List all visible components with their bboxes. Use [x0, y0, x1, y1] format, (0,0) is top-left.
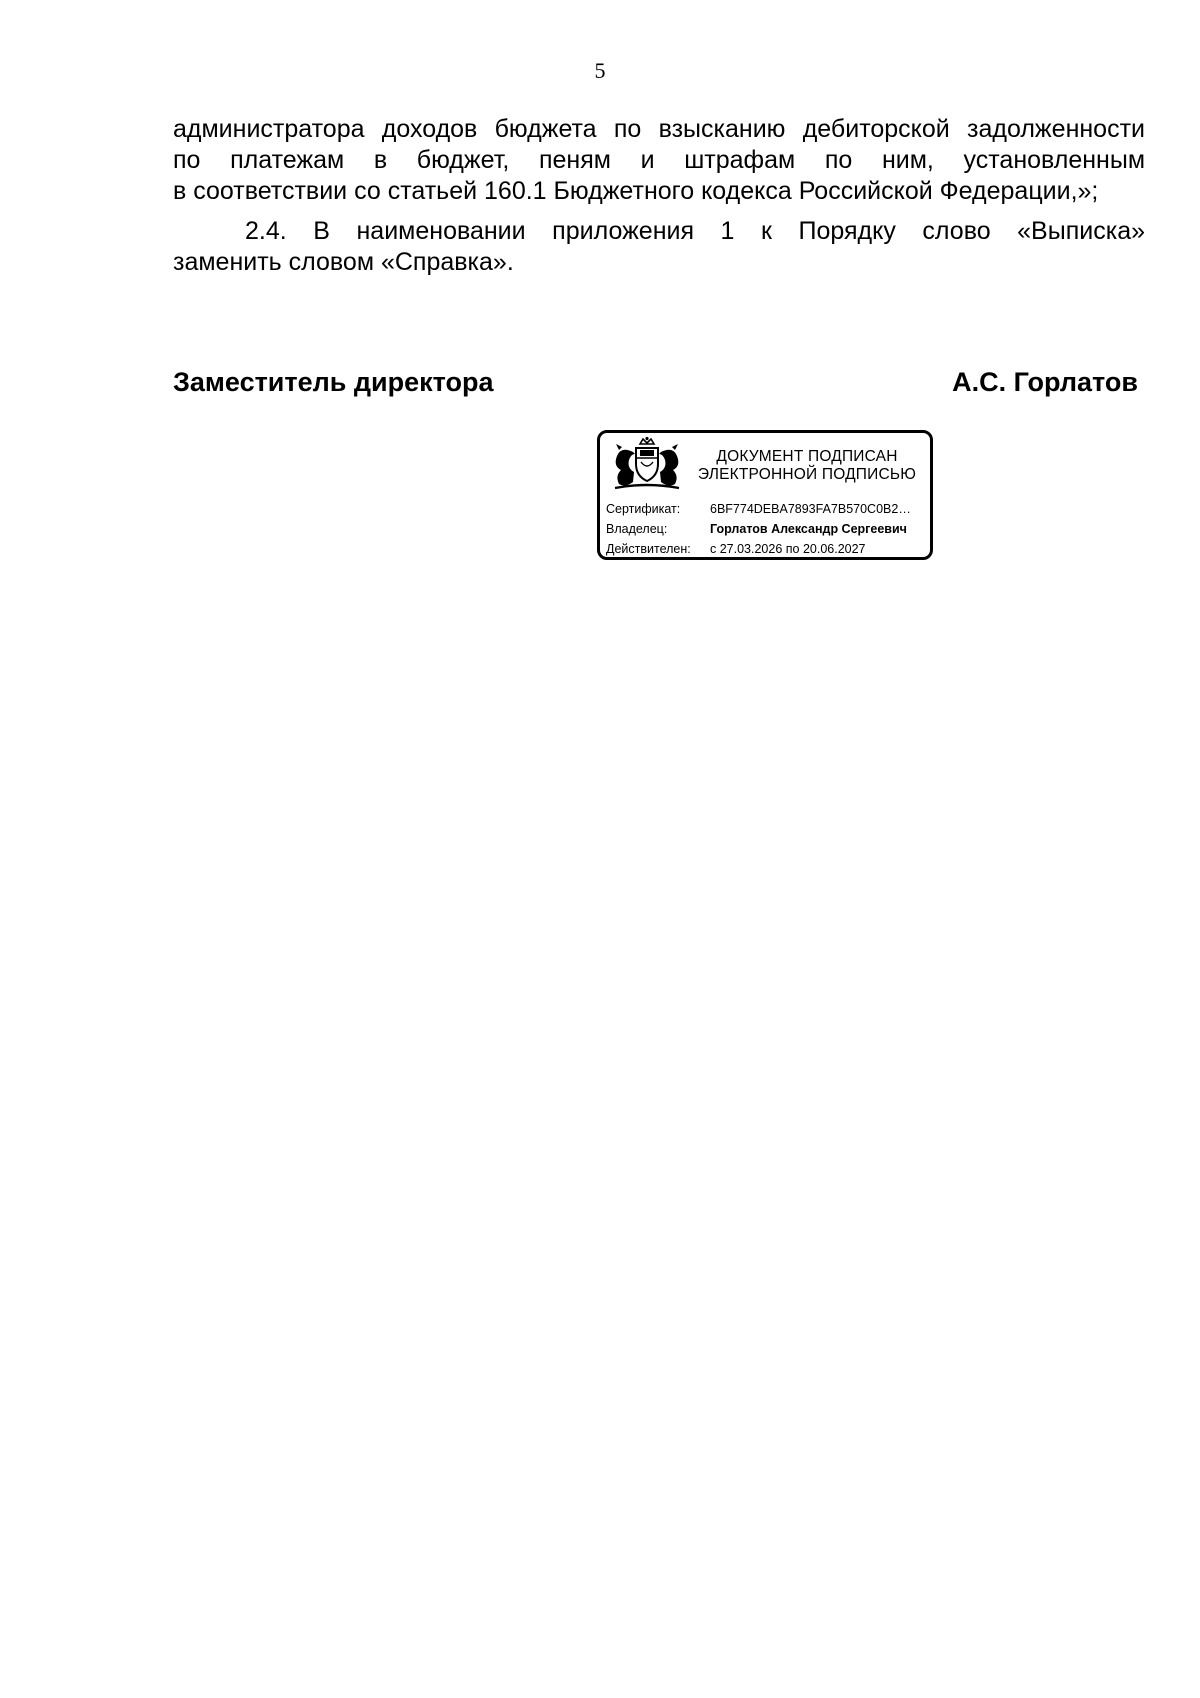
paragraph-line: администратора доходов бюджета по взысканию дебиторской задолженности — [173, 115, 1145, 143]
coat-of-arms-icon — [607, 436, 687, 494]
valid-label: Действителен: — [606, 542, 691, 556]
paragraph-item-2-4 — [173, 216, 1145, 278]
paragraph-continuation — [173, 114, 1145, 207]
page-number: 5 — [594, 58, 606, 83]
owner-label: Владелец: — [606, 522, 668, 536]
stamp-certificate-row — [606, 502, 911, 516]
stamp-title-line: ЭЛЕКТРОННОЙ ПОДПИСЬЮ — [697, 466, 917, 483]
stamp-owner-row — [606, 522, 907, 536]
signer-name: А.С. Горлатов — [952, 367, 1138, 397]
paragraph-line: по платежам в бюджет, пеням и штрафам по ним, установленным — [173, 146, 1145, 174]
certificate-label: Сертификат: — [606, 502, 681, 516]
owner-value: Горлатов Александр Сергеевич — [710, 522, 907, 536]
stamp-title — [692, 448, 922, 484]
paragraph-line: 2.4. В наименовании приложения 1 к Порядку слово «Выписка» — [245, 217, 1145, 245]
stamp-title-line: ДОКУМЕНТ ПОДПИСАН — [716, 448, 898, 465]
stamp-validity-row — [606, 542, 866, 556]
paragraph-line: в соответствии со статьей 160.1 Бюджетного кодекса Российской Федерации,»; — [173, 177, 1099, 205]
valid-value: с 27.03.2026 по 20.06.2027 — [710, 542, 866, 556]
paragraph-line: заменить словом «Справка». — [173, 248, 514, 276]
signer-position: Заместитель директора — [173, 367, 494, 397]
certificate-value: 6BF774DEBA7893FA7B570C0B2… — [710, 502, 911, 516]
electronic-signature-stamp — [597, 430, 933, 560]
